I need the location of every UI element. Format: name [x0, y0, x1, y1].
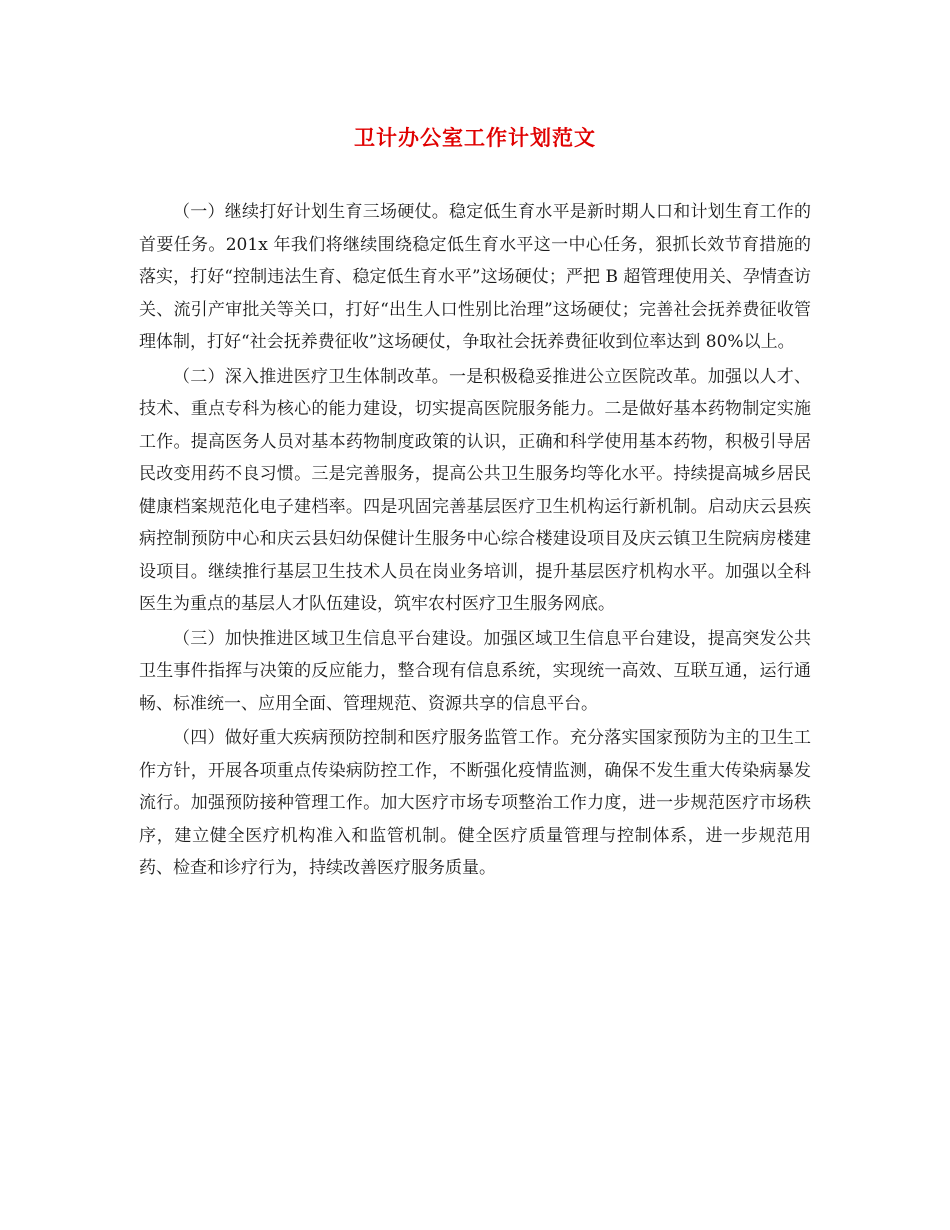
- document-title: 卫计办公室工作计划范文: [354, 125, 596, 150]
- paragraph-2: （二）深入推进医疗卫生体制改革。一是积极稳妥推进公立医院改革。加强以人才、技术、重点专科为核心的能力建设，切实提高医院服务能力。二是做好基本药物制定实施工作。提高医务人员对基本药物制度政策的认识，正确和科学使用基本药物，积极引导居民改变用药不良习惯。三是完善服务，提高公共卫生服务均等化水平。持续提高城乡居民健康档案规范化电子建档率。四是巩固完善基层医疗卫生机构运行新机制。启动庆云县疾病控制预防中心和庆云县妇幼保健计生服务中心综合楼建设项目及庆云镇卫生院病房楼建设项目。继续推行基层卫生技术人员在岗业务培训，提升基层医疗机构水平。加强以全科医生为重点的基层人才队伍建设，筑牢农村医疗卫生服务网底。: [139, 366, 811, 614]
- paragraph-1: （一）继续打好计划生育三场硬仗。稳定低生育水平是新时期人口和计划生育工作的首要任务。201x 年我们将继续围绕稳定低生育水平这一中心任务，狠抓长效节育措施的落实，打好“控制违法生育、稳定低生育水平”这场硬仗；严把 B 超管理使用关、孕情查访关、流引产审批关等关口，打好“出生人口性别比治理”这场硬仗；完善社会抚养费征收管理体制，打好“社会抚养费征收”这场硬仗，争取社会抚养费征收到位率达到 80%以上。: [139, 202, 811, 352]
- document-body: [139, 196, 811, 887]
- paragraph-3: （三）加快推进区域卫生信息平台建设。加强区域卫生信息平台建设，提高突发公共卫生事件指挥与决策的反应能力，整合现有信息系统，实现统一高效、互联互通，运行通畅、标准统一、应用全面、管理规范、资源共享的信息平台。: [139, 628, 811, 714]
- paragraph-4: （四）做好重大疾病预防控制和医疗服务监管工作。充分落实国家预防为主的卫生工作方针，开展各项重点传染病防控工作，不断强化疫情监测，确保不发生重大传染病暴发流行。加强预防接种管理工作。加大医疗市场专项整治工作力度，进一步规范医疗市场秩序，建立健全医疗机构准入和监管机制。健全医疗质量管理与控制体系，进一步规范用药、检查和诊疗行为，持续改善医疗服务质量。: [139, 728, 811, 878]
